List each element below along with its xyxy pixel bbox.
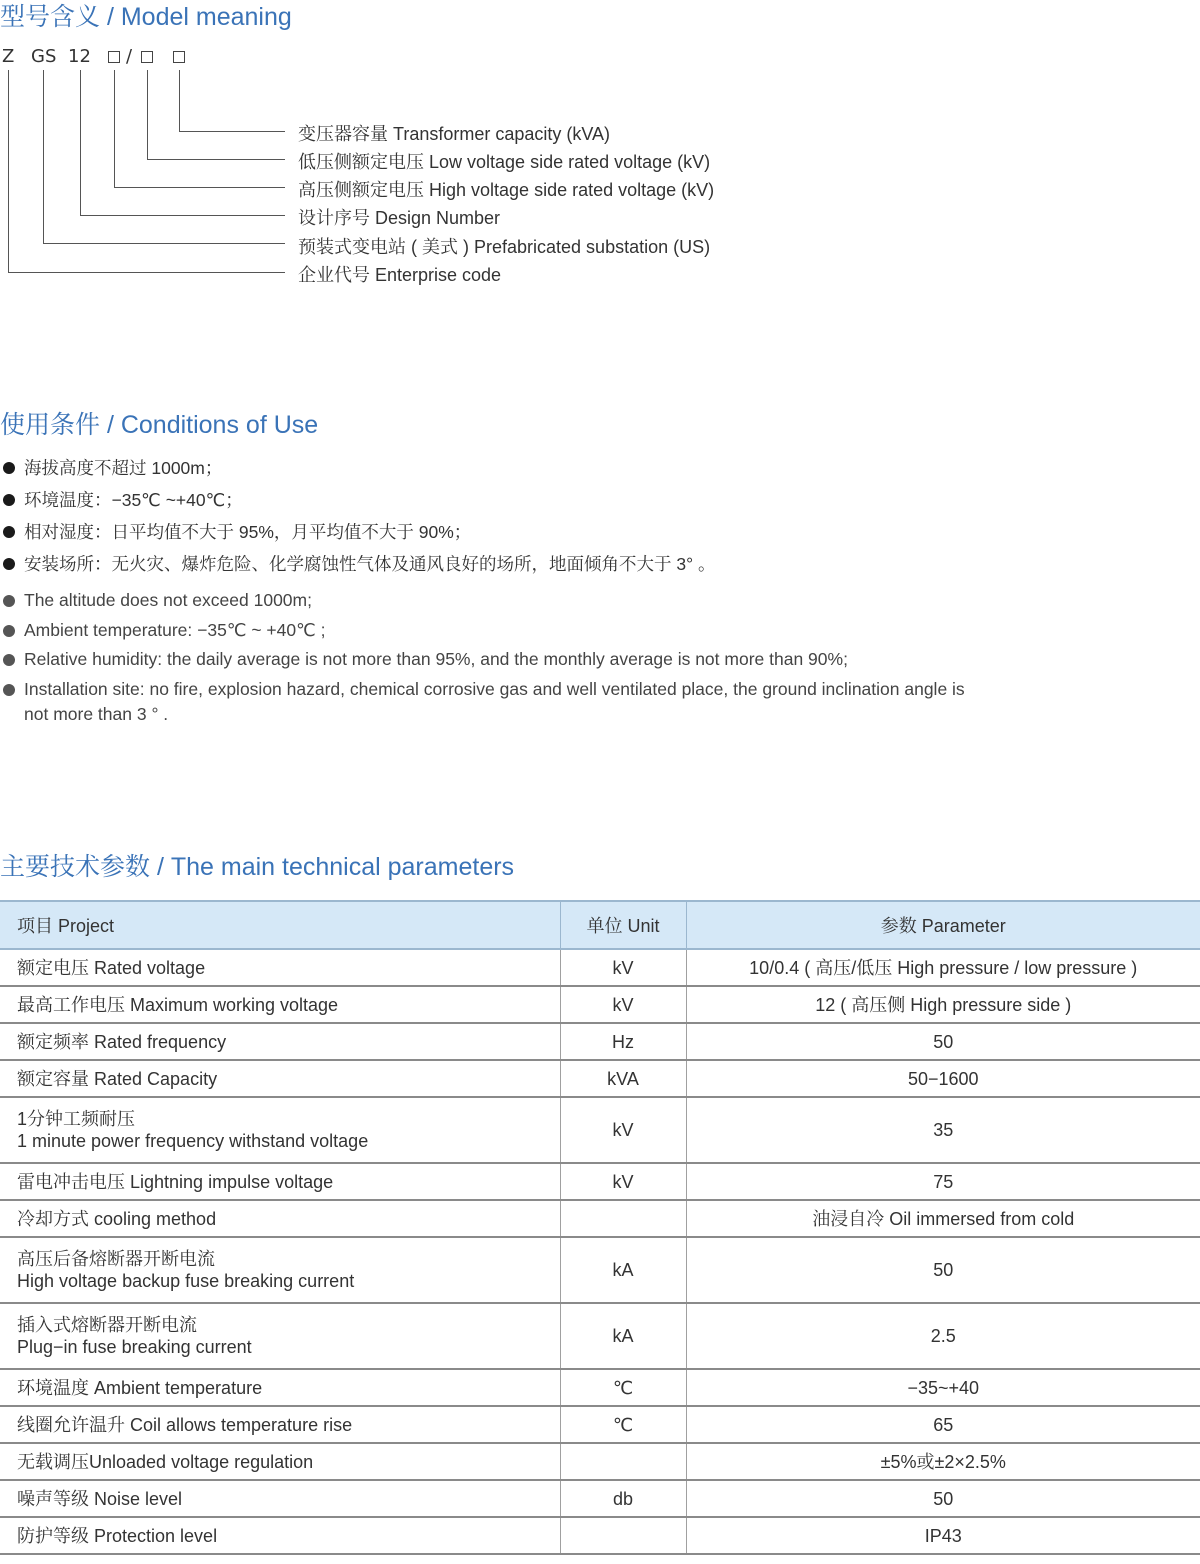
legend-lv-rated-voltage: 低压侧额定电压 Low voltage side rated voltage (kV)	[298, 152, 711, 172]
cell-unit	[560, 1200, 686, 1237]
bullet-icon	[3, 595, 15, 607]
project-label-en: Plug−in fuse breaking current	[17, 1337, 252, 1357]
cell-value: 65	[686, 1406, 1200, 1443]
connector-h-capacity	[179, 131, 285, 132]
cell-project	[0, 986, 560, 1023]
project-label-en: High voltage backup fuse breaking current	[17, 1271, 355, 1291]
condition-text: Installation site: no fire, explosion hazard, chemical corrosive gas and well ventilated place, the ground inclination angle is not more than 3 ° .	[24, 678, 965, 724]
cell-project	[0, 1480, 560, 1517]
connector-h-substation	[43, 243, 285, 244]
condition-text: Ambient temperature: −35℃ ~ +40℃ ;	[24, 619, 326, 640]
bullet-icon	[3, 654, 15, 666]
table-header-row	[0, 901, 1200, 949]
code-box-capacity	[173, 51, 185, 63]
cell-project	[0, 1369, 560, 1406]
legend-prefabricated-substation: 预装式变电站 ( 美式 ) Prefabricated substation (US)	[298, 237, 711, 257]
condition-cn-humidity	[0, 516, 715, 548]
cell-value: 10/0.4 ( 高压/低压 High pressure / low pressure )	[686, 949, 1200, 986]
bullet-icon	[3, 462, 15, 474]
code-box-lv	[141, 51, 153, 63]
cell-project	[0, 1517, 560, 1554]
project-label: 雷电冲击电压 Lightning impulse voltage	[17, 1171, 334, 1192]
header-unit: 单位 Unit	[560, 901, 686, 949]
cell-unit: kVA	[560, 1060, 686, 1097]
project-label-cn: 高压后备熔断器开断电流	[17, 1249, 215, 1269]
cell-value: 50	[686, 1480, 1200, 1517]
cell-value: 50	[686, 1023, 1200, 1060]
table-row	[0, 1163, 1200, 1200]
parameters-title: 主要技术参数 / The main technical parameters	[0, 853, 515, 881]
code-12: 12	[68, 46, 91, 67]
project-label: 冷却方式 cooling method	[17, 1208, 217, 1229]
conditions-cn-list	[0, 452, 715, 580]
parameters-table	[0, 900, 1200, 1555]
cell-project	[0, 1060, 560, 1097]
cell-unit: kA	[560, 1237, 686, 1303]
cell-unit: Hz	[560, 1023, 686, 1060]
cell-value: 2.5	[686, 1303, 1200, 1369]
connector-h-enterprise	[8, 272, 285, 273]
header-project: 项目 Project	[0, 901, 560, 949]
cell-project	[0, 1237, 560, 1303]
cell-value: 50−1600	[686, 1060, 1200, 1097]
condition-text: 环境温度：−35℃ ~+40℃；	[24, 490, 243, 510]
table-row	[0, 949, 1200, 986]
cell-project	[0, 1097, 560, 1163]
cell-value: 75	[686, 1163, 1200, 1200]
table-row	[0, 1517, 1200, 1554]
project-label: 防护等级 Protection level	[17, 1525, 218, 1546]
code-gs: GS	[31, 46, 57, 67]
connector-h-design	[80, 215, 285, 216]
connector-v-enterprise	[8, 70, 9, 272]
code-box-hv	[108, 51, 120, 63]
cell-unit: kA	[560, 1303, 686, 1369]
project-label: 噪声等级 Noise level	[17, 1488, 183, 1509]
table-row	[0, 1443, 1200, 1480]
condition-text: 相对湿度：日平均值不大于 95%，月平均值不大于 90%；	[24, 522, 472, 542]
cell-unit: kV	[560, 949, 686, 986]
connector-v-substation	[43, 70, 44, 243]
connector-h-lv	[147, 159, 285, 160]
cell-value: ±5%或±2×2.5%	[686, 1443, 1200, 1480]
connector-v-capacity	[179, 70, 180, 131]
cell-project	[0, 949, 560, 986]
table-row	[0, 1060, 1200, 1097]
bullet-icon	[3, 684, 15, 696]
table-row	[0, 1303, 1200, 1369]
condition-text: The altitude does not exceed 1000m;	[24, 590, 312, 610]
code-z: Z	[2, 46, 15, 67]
cell-project	[0, 1303, 560, 1369]
cell-project	[0, 1406, 560, 1443]
cell-unit: ℃	[560, 1369, 686, 1406]
legend-hv-rated-voltage: 高压侧额定电压 High voltage side rated voltage (kV)	[298, 180, 715, 200]
table-row	[0, 986, 1200, 1023]
cell-unit	[560, 1443, 686, 1480]
model-meaning-title: 型号含义 / Model meaning	[0, 3, 292, 31]
connector-v-lv	[147, 70, 148, 159]
cell-unit	[560, 1517, 686, 1554]
cell-unit: kV	[560, 986, 686, 1023]
project-label: 环境温度 Ambient temperature	[17, 1377, 263, 1398]
cell-project	[0, 1023, 560, 1060]
project-label-en: 1 minute power frequency withstand voltage	[17, 1131, 369, 1151]
condition-text: 安装场所：无火灾、爆炸危险、化学腐蚀性气体及通风良好的场所，地面倾角不大于 3° 。	[24, 554, 716, 574]
condition-en-temperature	[0, 616, 984, 646]
cell-value: IP43	[686, 1517, 1200, 1554]
cell-value: 油浸自冷 Oil immersed from cold	[686, 1200, 1200, 1237]
condition-cn-temperature	[0, 484, 715, 516]
project-label: 额定容量 Rated Capacity	[17, 1068, 218, 1089]
condition-en-humidity	[0, 645, 984, 675]
project-label: 额定电压 Rated voltage	[17, 957, 206, 978]
header-parameter: 参数 Parameter	[686, 901, 1200, 949]
table-row	[0, 1369, 1200, 1406]
bullet-icon	[3, 526, 15, 538]
table-row	[0, 1406, 1200, 1443]
bullet-icon	[3, 558, 15, 570]
condition-text: 海拔高度不超过 1000m；	[24, 458, 223, 478]
table-row	[0, 1237, 1200, 1303]
table-row	[0, 1023, 1200, 1060]
project-label: 最高工作电压 Maximum working voltage	[17, 994, 339, 1015]
table-row	[0, 1200, 1200, 1237]
condition-text: Relative humidity: the daily average is not more than 95%, and the monthly average is not more than 90%;	[24, 649, 848, 669]
legend-enterprise-code: 企业代号 Enterprise code	[298, 265, 502, 285]
legend-transformer-capacity: 变压器容量 Transformer capacity (kVA)	[298, 124, 611, 144]
project-label: 额定频率 Rated frequency	[17, 1031, 227, 1052]
connector-v-hv	[114, 70, 115, 187]
bullet-icon	[3, 494, 15, 506]
cell-value: 35	[686, 1097, 1200, 1163]
cell-value: 50	[686, 1237, 1200, 1303]
cell-unit: db	[560, 1480, 686, 1517]
cell-unit: kV	[560, 1097, 686, 1163]
connector-h-hv	[114, 187, 285, 188]
condition-en-site	[0, 675, 984, 727]
project-label: 线圈允许温升 Coil allows temperature rise	[17, 1414, 353, 1435]
cell-project	[0, 1163, 560, 1200]
cell-project	[0, 1443, 560, 1480]
condition-en-altitude	[0, 586, 984, 616]
code-slash: /	[126, 46, 133, 67]
conditions-en-list	[0, 586, 984, 727]
table-row	[0, 1480, 1200, 1517]
project-label-cn: 插入式熔断器开断电流	[17, 1315, 197, 1335]
table-row	[0, 1097, 1200, 1163]
cell-value: −35~+40	[686, 1369, 1200, 1406]
conditions-title: 使用条件 / Conditions of Use	[0, 411, 319, 439]
cell-project	[0, 1200, 560, 1237]
cell-unit: kV	[560, 1163, 686, 1200]
legend-design-number: 设计序号 Design Number	[298, 208, 501, 228]
project-label: 无载调压Unloaded voltage regulation	[17, 1451, 314, 1472]
condition-cn-altitude	[0, 452, 715, 484]
cell-value: 12 ( 高压侧 High pressure side )	[686, 986, 1200, 1023]
project-label-cn: 1分钟工频耐压	[17, 1109, 136, 1129]
connector-v-design	[80, 70, 81, 215]
bullet-icon	[3, 625, 15, 637]
cell-unit: ℃	[560, 1406, 686, 1443]
condition-cn-site	[0, 548, 715, 580]
